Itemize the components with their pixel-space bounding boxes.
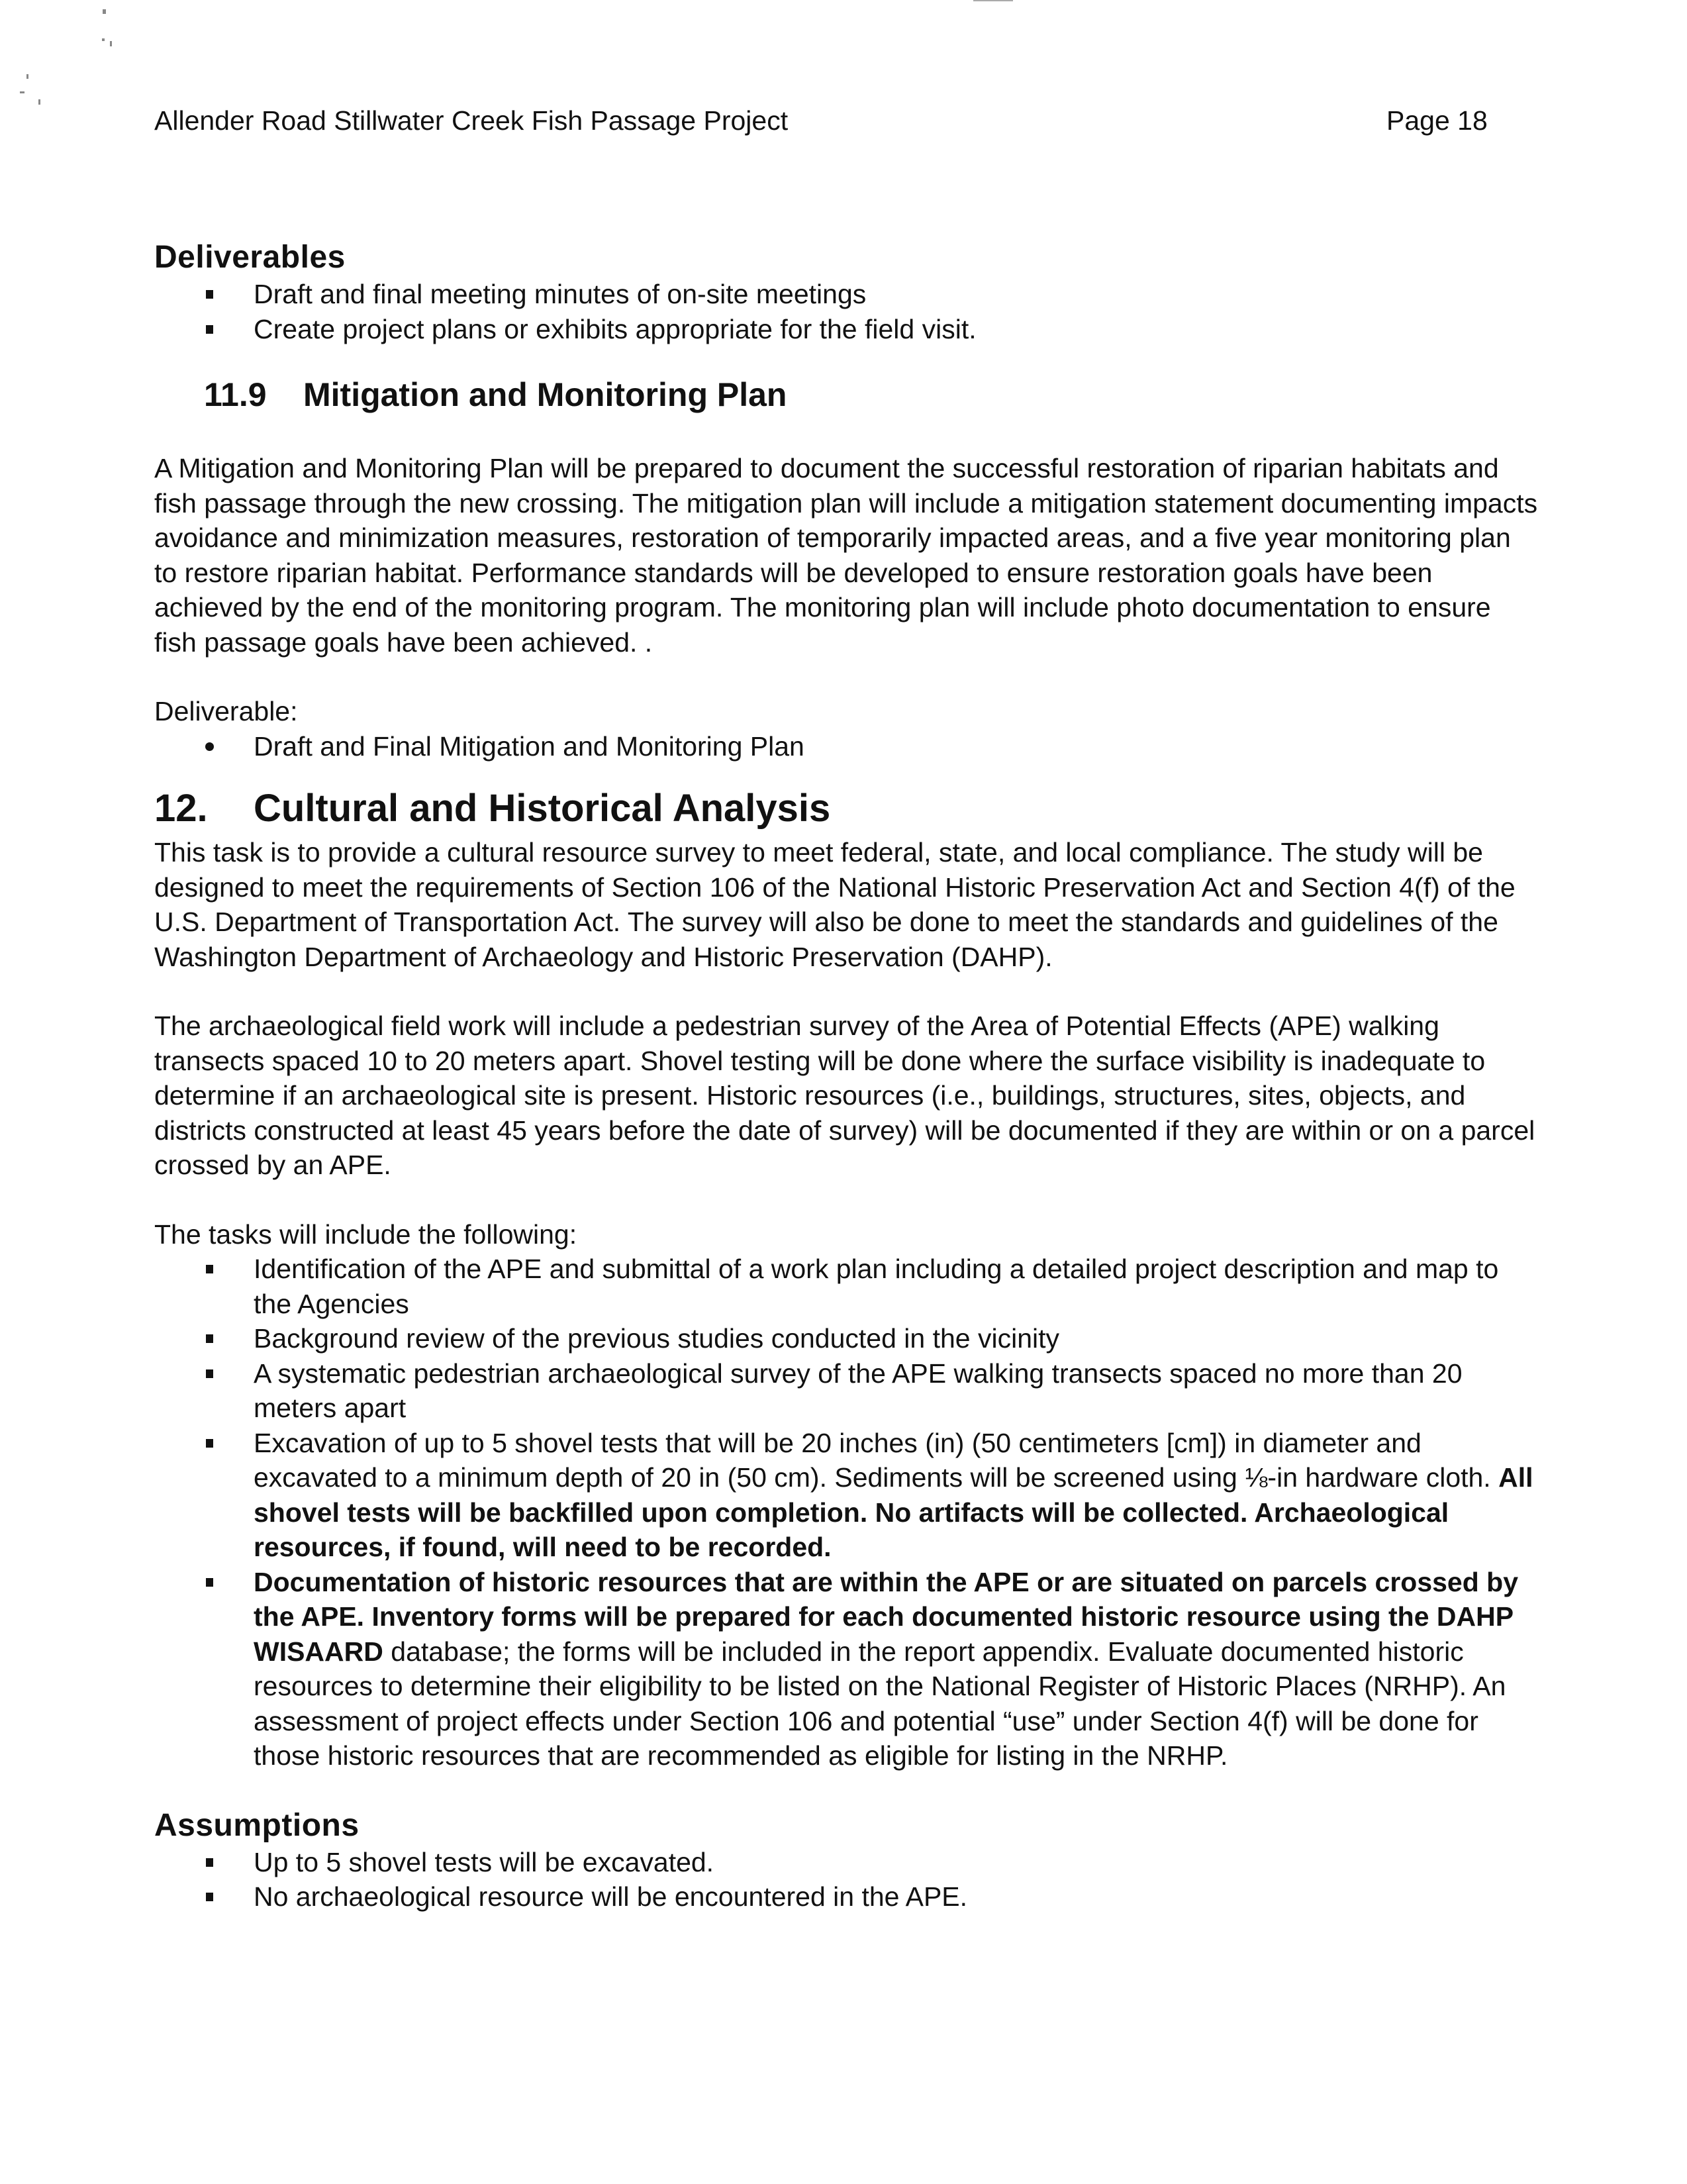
- assumptions-list: [154, 1845, 1538, 1914]
- section-heading-12: [154, 785, 1538, 832]
- task-text-bold: Documentation of historic resources that are within the APE or are situated on parcels crossed by the APE. Inventory forms will be prepared for each documented historic resource using the DAHP WISAARD: [254, 1566, 1519, 1667]
- deliverables-heading: Deliverables: [154, 240, 346, 275]
- tasks-intro: The tasks will include the following:: [154, 1218, 577, 1250]
- task-text-bold: All shovel tests will be backfilled upon completion. No artifacts will be collected. Archaeological resources, if found, will need to be recorded.: [254, 1462, 1533, 1562]
- scan-rule: [973, 0, 1013, 1]
- tasks-list: [154, 1252, 1538, 1773]
- list-item: [154, 1426, 1538, 1565]
- list-item: Draft and Final Mitigation and Monitoring Plan: [154, 729, 1538, 764]
- scan-speck: [110, 41, 112, 46]
- deliverables-list: [154, 277, 1538, 346]
- deliverable-label: Deliverable:: [154, 696, 298, 726]
- scan-speck: [38, 99, 40, 105]
- running-header-title: Allender Road Stillwater Creek Fish Passage Project: [154, 105, 789, 136]
- list-item: A systematic pedestrian archaeological survey of the APE walking transects spaced no more than 20 meters apart: [154, 1356, 1538, 1426]
- list-item: Draft and final meeting minutes of on-site meetings: [154, 277, 1538, 312]
- page-number: Page 18: [1386, 105, 1488, 136]
- scan-speck: [102, 38, 105, 41]
- assumptions-heading: Assumptions: [154, 1807, 360, 1843]
- scan-speck: [20, 91, 24, 93]
- section-title: Mitigation and Monitoring Plan: [303, 376, 787, 413]
- task-text: database; the forms will be included in the report appendix. Evaluate documented historic resources to determine their eligibility to be listed on the National Register of Historic Places (NRHP). An assessment of project effects under Section 106 and potential “use” under Section 4(f) will be done for those historic resources that are recommended as eligible for listing in the NRHP.: [254, 1636, 1506, 1771]
- section-heading-11-9: [154, 374, 1538, 415]
- list-item: Identification of the APE and submittal of a work plan including a detailed project description and map to the Agencies: [154, 1252, 1538, 1321]
- task-text: Excavation of up to 5 shovel tests that will be 20 inches (in) (50 centimeters [cm]) in diameter and excavated to a minimum depth of 20 in (50 cm). Sediments will be screened using ⅛-in hardware cloth.: [254, 1427, 1499, 1493]
- cultural-paragraph-1: This task is to provide a cultural resource survey to meet federal, state, and local compliance. The study will be designed to meet the requirements of Section 106 of the National Historic Preservation Act and Section 4(f) of the U.S. Department of Transportation Act. The survey will also be done to meet the standards and guidelines of the Washington Department of Archaeology and Historic Preservation (DAHP).: [154, 837, 1516, 972]
- list-item: No archaeological resource will be encountered in the APE.: [154, 1879, 1538, 1914]
- list-item: Create project plans or exhibits appropriate for the field visit.: [154, 312, 1538, 347]
- list-item: Background review of the previous studies conducted in the vicinity: [154, 1321, 1538, 1356]
- cultural-paragraph-2: The archaeological field work will include a pedestrian survey of the Area of Potential Effects (APE) walking transects spaced 10 to 20 meters apart. Shovel testing will be done where the surface visibility is inadequate to determine if an archaeological site is present. Historic resources (i.e., buildings, structures, sites, objects, and districts constructed at least 45 years before the date of survey) will be documented if they are within or on a parcel crossed by an APE.: [154, 1011, 1535, 1180]
- page-content: [154, 238, 1538, 1914]
- section-number: 12.: [154, 787, 208, 830]
- mitigation-deliverable-list: [154, 729, 1538, 764]
- list-item: [154, 1565, 1538, 1773]
- section-number: 11.9: [204, 376, 267, 413]
- scan-speck: [103, 9, 106, 14]
- list-item: Up to 5 shovel tests will be excavated.: [154, 1845, 1538, 1880]
- section-title: Cultural and Historical Analysis: [254, 787, 831, 830]
- scan-speck: [26, 74, 28, 79]
- mitigation-paragraph: A Mitigation and Monitoring Plan will be prepared to document the successful restoration of riparian habitats and fish passage through the new crossing. The mitigation plan will include a mitigation statement documenting impacts avoidance and minimization measures, restoration of temporarily impacted areas, and a five year monitoring plan to restore riparian habitat. Performance standards will be developed to ensure restoration goals have been achieved by the end of the monitoring program. The monitoring plan will include photo documentation to ensure fish passage goals have been achieved. .: [154, 453, 1538, 658]
